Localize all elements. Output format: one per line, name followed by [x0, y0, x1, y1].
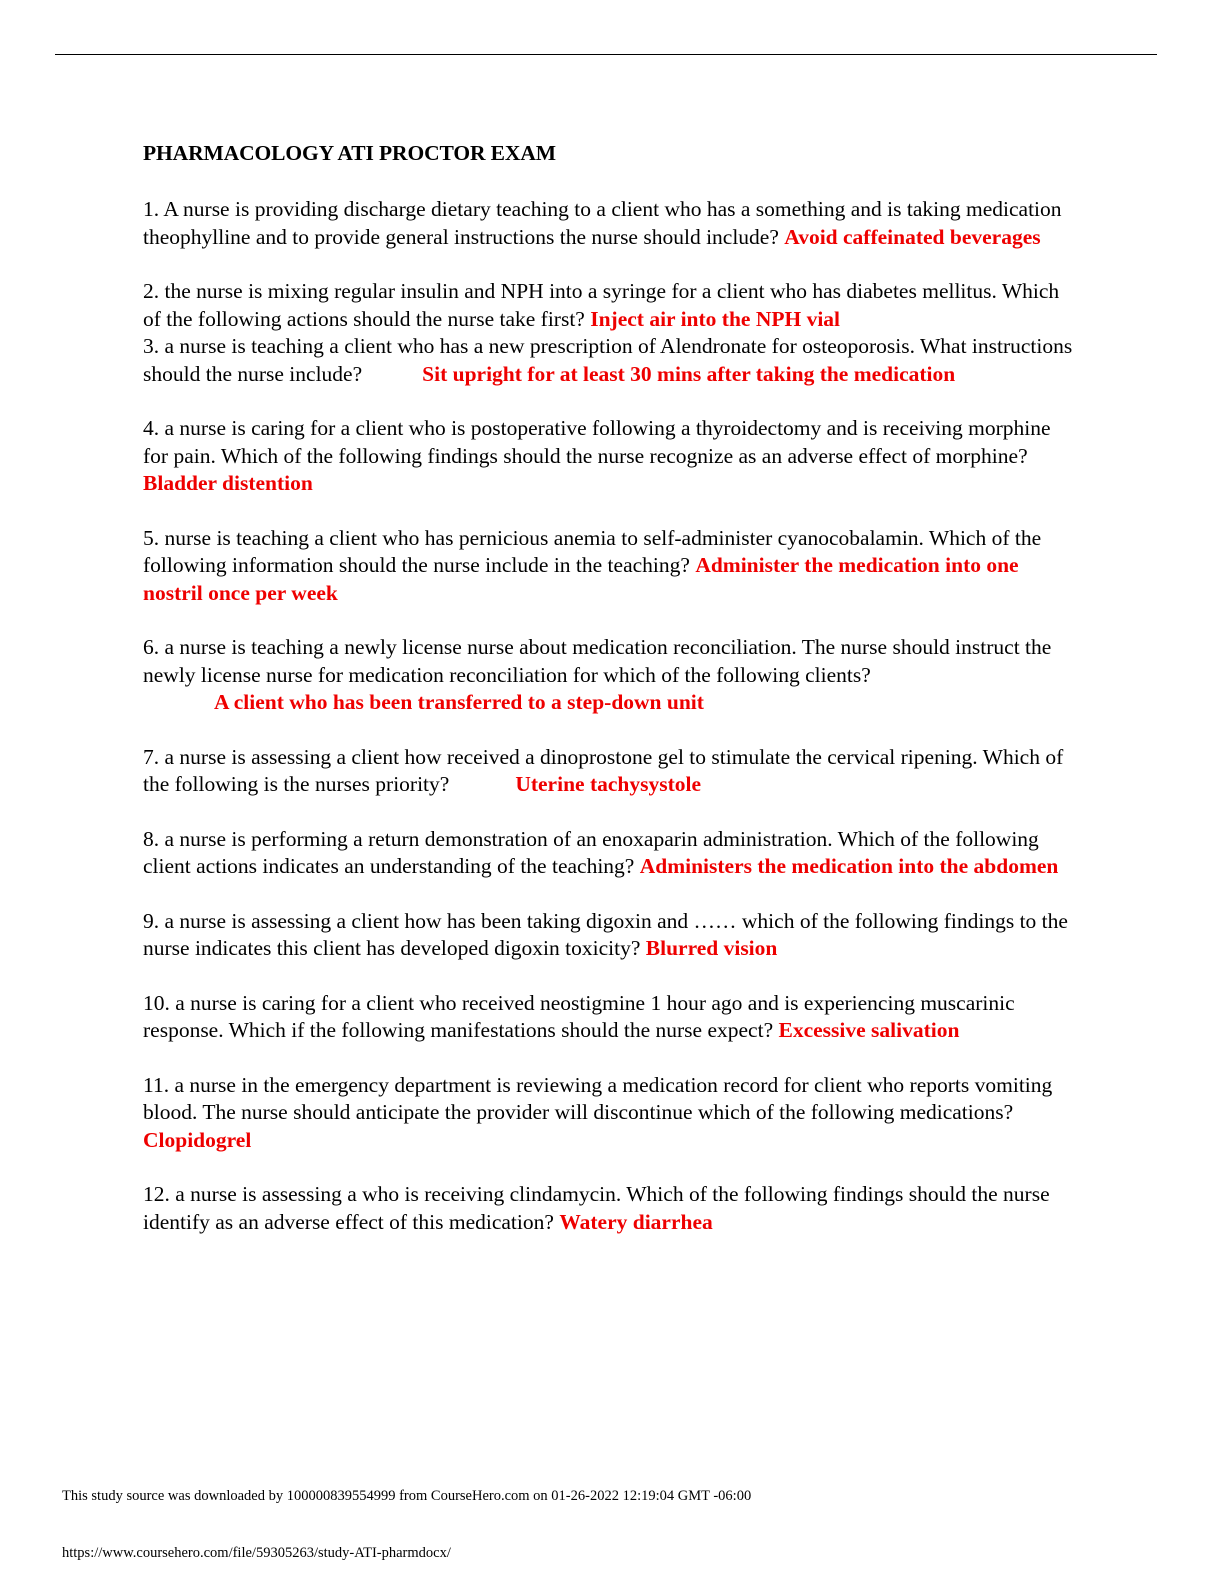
answer-text: A client who has been transferred to a step-down unit — [214, 690, 704, 714]
question-text: 9. a nurse is assessing a client how has been taking digoxin and …… which of the following findings to the nurse indicates this client has developed digoxin toxicity? — [143, 908, 1068, 960]
question-8 — [143, 826, 1078, 881]
document-title: PHARMACOLOGY ATI PROCTOR EXAM — [143, 141, 556, 165]
question-text: 1. A nurse is providing discharge dietary teaching to a client who has a something and is taking medication theophylline and to provide general instructions the nurse should include? — [143, 197, 1062, 249]
question-text: 12. a nurse is assessing a who is receiving clindamycin. Which of the following findings should the nurse identify as an adverse effect of this medication? — [143, 1182, 1050, 1234]
question-3 — [143, 333, 1078, 388]
question-6 — [143, 634, 1078, 717]
question-text: 5. nurse is teaching a client who has pernicious anemia to self-administer cyanocobalamin. Which of the following information should the nurse include in the teaching? — [143, 525, 1042, 577]
answer-text: Administers the medication into the abdomen — [639, 854, 1059, 878]
answer-text: Avoid caffeinated beverages — [784, 224, 1041, 249]
answer-text: Uterine tachysystole — [515, 772, 702, 796]
answer-text: Blurred vision — [645, 936, 778, 960]
question-text: 3. a nurse is teaching a client who has a new prescription of Alendronate for osteoporosis. What instructions should the nurse include? — [143, 334, 1073, 386]
answer-text: Watery diarrhea — [559, 1209, 713, 1234]
question-text: 4. a nurse is caring for a client who is postoperative following a thyroidectomy and is receiving morphine for pain. Which of the following findings should the nurse recognize as an adverse effect of morphine? — [143, 416, 1051, 468]
question-text: 6. a nurse is teaching a newly license nurse about medication reconciliation. The nurse should instruct the newly license nurse for medication reconciliation for which of the following clients? — [143, 635, 1052, 687]
download-source-note: This study source was downloaded by 100000839554999 from CourseHero.com on 01-26-2022 12:19:04 GMT -06:00 — [62, 1488, 752, 1504]
question-text: 2. the nurse is mixing regular insulin and NPH into a syringe for a client who has diabetes mellitus. Which of the following actions should the nurse take first? — [143, 279, 1060, 331]
question-text: 7. a nurse is assessing a client how received a dinoprostone gel to stimulate the cervical ripening. Which of the following is the nurses priority? — [143, 744, 1064, 796]
answer-text: Sit upright for at least 30 mins after taking the medication — [422, 361, 956, 386]
question-text: 11. a nurse in the emergency department is reviewing a medication record for client who reports vomiting blood. The nurse should anticipate the provider will discontinue which of the following medications? — [143, 1072, 1053, 1124]
question-7 — [143, 744, 1078, 799]
question-10 — [143, 990, 1078, 1045]
header-rule — [55, 54, 1157, 55]
question-4 — [143, 415, 1078, 498]
question-12 — [143, 1181, 1078, 1236]
question-text: 10. a nurse is caring for a client who received neostigmine 1 hour ago and is experiencing muscarinic response. Which if the following manifestations should the nurse expect? — [143, 990, 1015, 1042]
answer-text: Bladder distention — [143, 471, 313, 495]
answer-text: Administer the medication into one nostril once per week — [143, 553, 1019, 605]
question-text: 8. a nurse is performing a return demonstration of an enoxaparin administration. Which of the following client actions indicates an understanding of the teaching? — [143, 826, 1039, 878]
document-body — [143, 140, 1078, 1263]
answer-text: Excessive salivation — [778, 1018, 960, 1042]
question-1 — [143, 196, 1078, 251]
question-2 — [143, 278, 1078, 333]
answer-text: Inject air into the NPH vial — [590, 306, 841, 331]
question-11 — [143, 1072, 1078, 1155]
question-5 — [143, 525, 1078, 608]
question-9 — [143, 908, 1078, 963]
source-url: https://www.coursehero.com/file/59305263/study-ATI-pharmdocx/ — [62, 1545, 451, 1561]
answer-text: Clopidogrel — [143, 1127, 252, 1152]
